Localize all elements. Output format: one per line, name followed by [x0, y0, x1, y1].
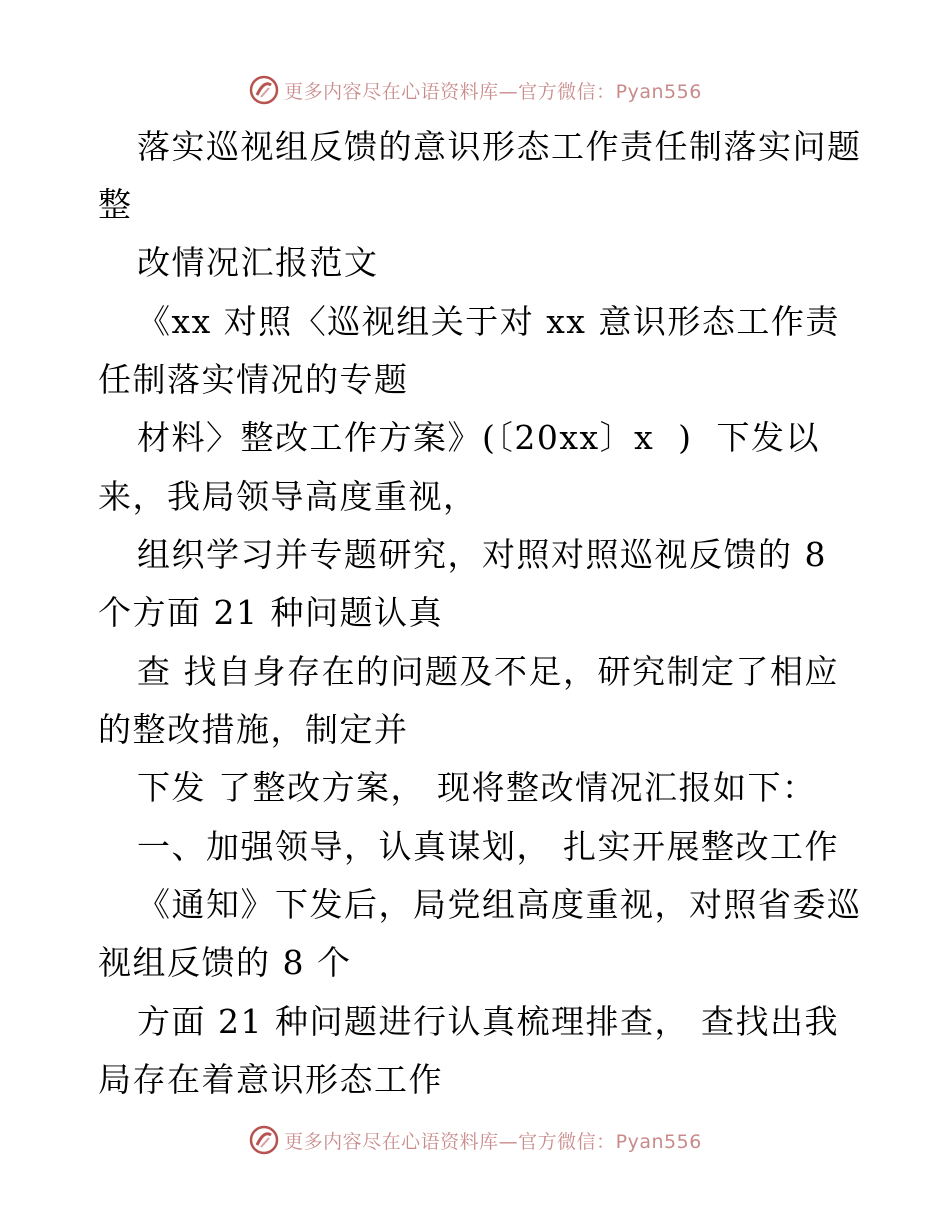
text-line: 材料〉整改工作方案》(〔20xx〕x ) 下发以	[137, 418, 821, 457]
header-watermark	[0, 72, 950, 108]
seal-logo-icon	[248, 1124, 280, 1156]
watermark-text: 更多内容尽在心语资料库—官方微信：Pyan556	[284, 1130, 702, 1153]
text-line: 视组反馈的 8 个	[98, 943, 352, 982]
text-line: 任制落实情况的专题	[98, 360, 409, 399]
text-line: 《通知》下发后，局党组高度重视，对照省委巡	[137, 885, 862, 924]
text-line: 《xx 对照〈巡视组关于对 xx 意识形态工作责	[137, 302, 840, 341]
text-line: 下发 了整改方案， 现将整改情况汇报如下：	[137, 768, 817, 807]
text-line: 组织学习并专题研究，对照对照巡视反馈的 8	[137, 535, 827, 574]
text-line: 查 找自身存在的问题及不足，研究制定了相应	[137, 652, 839, 691]
text-line: 改情况汇报范文	[137, 243, 379, 282]
footer-watermark	[0, 1122, 950, 1158]
section-heading: 一、加强领导，认真谋划， 扎实开展整改工作	[137, 827, 839, 866]
text-line: 来，我局领导高度重视，	[98, 477, 478, 516]
text-line: 的整改措施，制定并	[98, 710, 409, 749]
text-line: 局存在着意识形态工作	[98, 1060, 443, 1099]
text-line: 整	[98, 185, 133, 224]
text-line: 方面 21 种问题进行认真梳理排查， 查找出我	[137, 1002, 839, 1041]
watermark-text: 更多内容尽在心语资料库—官方微信：Pyan556	[284, 80, 702, 103]
text-line: 个方面 21 种问题认真	[98, 593, 443, 632]
text-line: 落实巡视组反馈的意识形态工作责任制落实问题	[137, 127, 862, 166]
seal-logo-icon	[248, 74, 280, 106]
